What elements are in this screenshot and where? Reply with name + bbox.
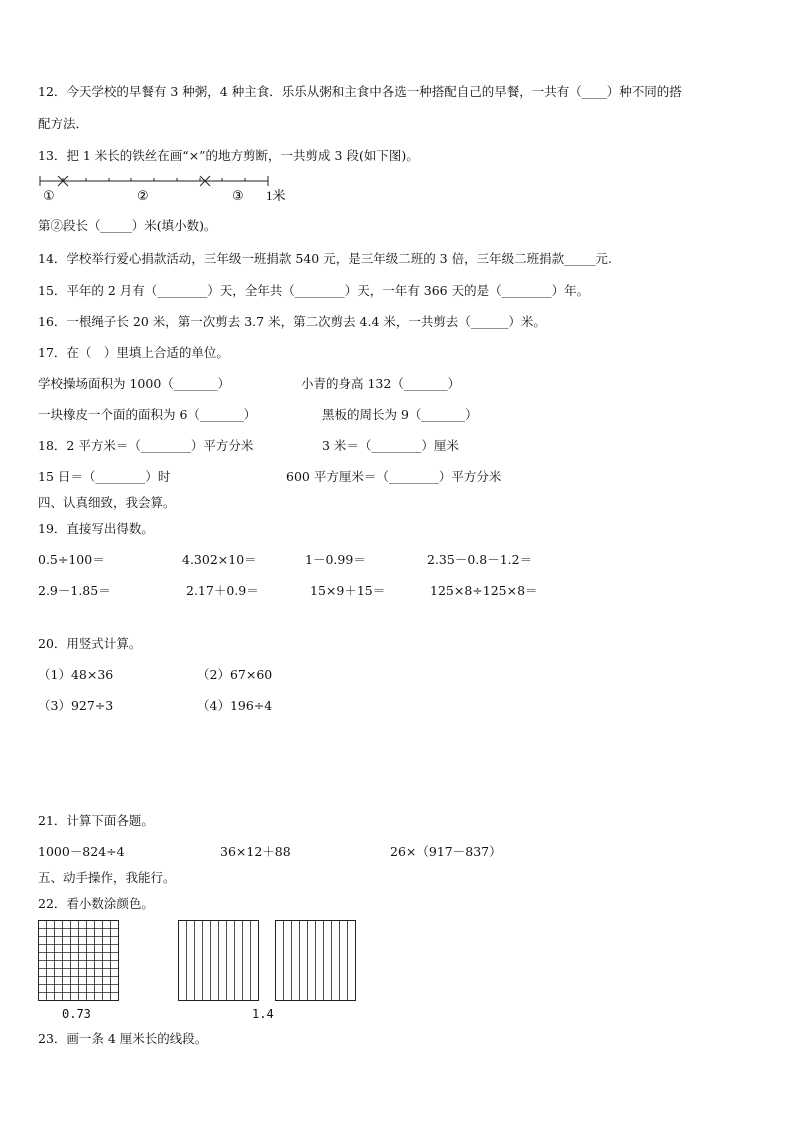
grid-label-0-73: 0.73 xyxy=(62,1007,91,1021)
q17-text: 17．在（ ）里填上合适的单位。 xyxy=(38,345,229,360)
q19-item-4: 2.35－0.8－1.2＝ xyxy=(427,552,533,567)
segment-1-label: ① xyxy=(43,189,55,204)
q20-item-1: （1）48×36 xyxy=(38,667,114,682)
q13-ruler-diagram xyxy=(0,0,794,210)
q23-text: 23．画一条 4 厘米长的线段。 xyxy=(38,1031,208,1046)
q12-line1: 12．今天学校的早餐有 3 种粥，4 种主食．乐乐从粥和主食中各选一种搭配自己的早餐，一共有（____）种不同的搭 xyxy=(38,84,682,99)
tenths-rectangle-2 xyxy=(275,920,357,1002)
section-4-heading: 四、认真细致，我会算。 xyxy=(38,495,176,510)
ruler-end-label: 1米 xyxy=(266,188,286,203)
q15-text: 15．平年的 2 月有（________）天，全年共（________）天，一年有 366 天的是（________）年。 xyxy=(38,283,590,298)
q21-item-1: 1000－824÷4 xyxy=(38,844,125,859)
q20-text: 20．用竖式计算。 xyxy=(38,636,142,651)
q21-text: 21．计算下面各题。 xyxy=(38,813,154,828)
q17-item-1: 学校操场面积为 1000（_______） xyxy=(38,376,231,391)
q12-line2: 配方法． xyxy=(38,116,89,131)
q18-item-1: 18．2 平方米＝（________）平方分米 xyxy=(38,438,254,453)
q19-item-1: 0.5÷100＝ xyxy=(38,552,105,567)
q19-text: 19．直接写出得数。 xyxy=(38,521,154,536)
q20-item-3: （3）927÷3 xyxy=(38,698,114,713)
q19-item-2: 4.302×10＝ xyxy=(182,552,257,567)
q19-item-8: 125×8÷125×8＝ xyxy=(430,583,538,598)
q21-item-3: 26×（917－837） xyxy=(390,844,502,859)
q20-item-4: （4）196÷4 xyxy=(197,698,273,713)
q16-text: 16．一根绳子长 20 米，第一次剪去 3.7 米，第二次剪去 4.4 米，一共剪去（______）米。 xyxy=(38,314,546,329)
q19-item-5: 2.9－1.85＝ xyxy=(38,583,111,598)
q19-item-6: 2.17＋0.9＝ xyxy=(186,583,259,598)
q19-item-7: 15×9＋15＝ xyxy=(310,583,386,598)
q13-answer: 第②段长（_____）米(填小数)。 xyxy=(38,218,217,233)
section-5-heading: 五、动手操作，我能行。 xyxy=(38,870,176,885)
q13-text: 13．把 1 米长的铁丝在画“×”的地方剪断，一共剪成 3 段(如下图)。 xyxy=(38,148,419,163)
q17-item-4: 黑板的周长为 9（_______） xyxy=(322,407,478,422)
q22-text: 22．看小数涂颜色。 xyxy=(38,896,154,911)
q20-item-2: （2）67×60 xyxy=(197,667,273,682)
q19-item-3: 1－0.99＝ xyxy=(305,552,366,567)
q17-item-2: 小青的身高 132（_______） xyxy=(301,376,461,391)
segment-2-label: ② xyxy=(137,189,149,204)
q18-item-4: 600 平方厘米＝（________）平方分米 xyxy=(286,469,502,484)
segment-3-label: ③ xyxy=(232,189,244,204)
q17-item-3: 一块橡皮一个面的面积为 6（_______） xyxy=(38,407,257,422)
q18-item-2: 3 米＝（________）厘米 xyxy=(322,438,459,453)
hundred-square-grid xyxy=(38,920,120,1002)
tenths-rectangle-1 xyxy=(178,920,260,1002)
q14-text: 14．学校举行爱心捐款活动，三年级一班捐款 540 元，是三年级二班的 3 倍，三年级二班捐款_____元. xyxy=(38,251,612,266)
q18-item-3: 15 日＝（________）时 xyxy=(38,469,171,484)
q21-item-2: 36×12＋88 xyxy=(220,844,291,859)
rectangle-label-1-4: 1.4 xyxy=(252,1007,274,1021)
